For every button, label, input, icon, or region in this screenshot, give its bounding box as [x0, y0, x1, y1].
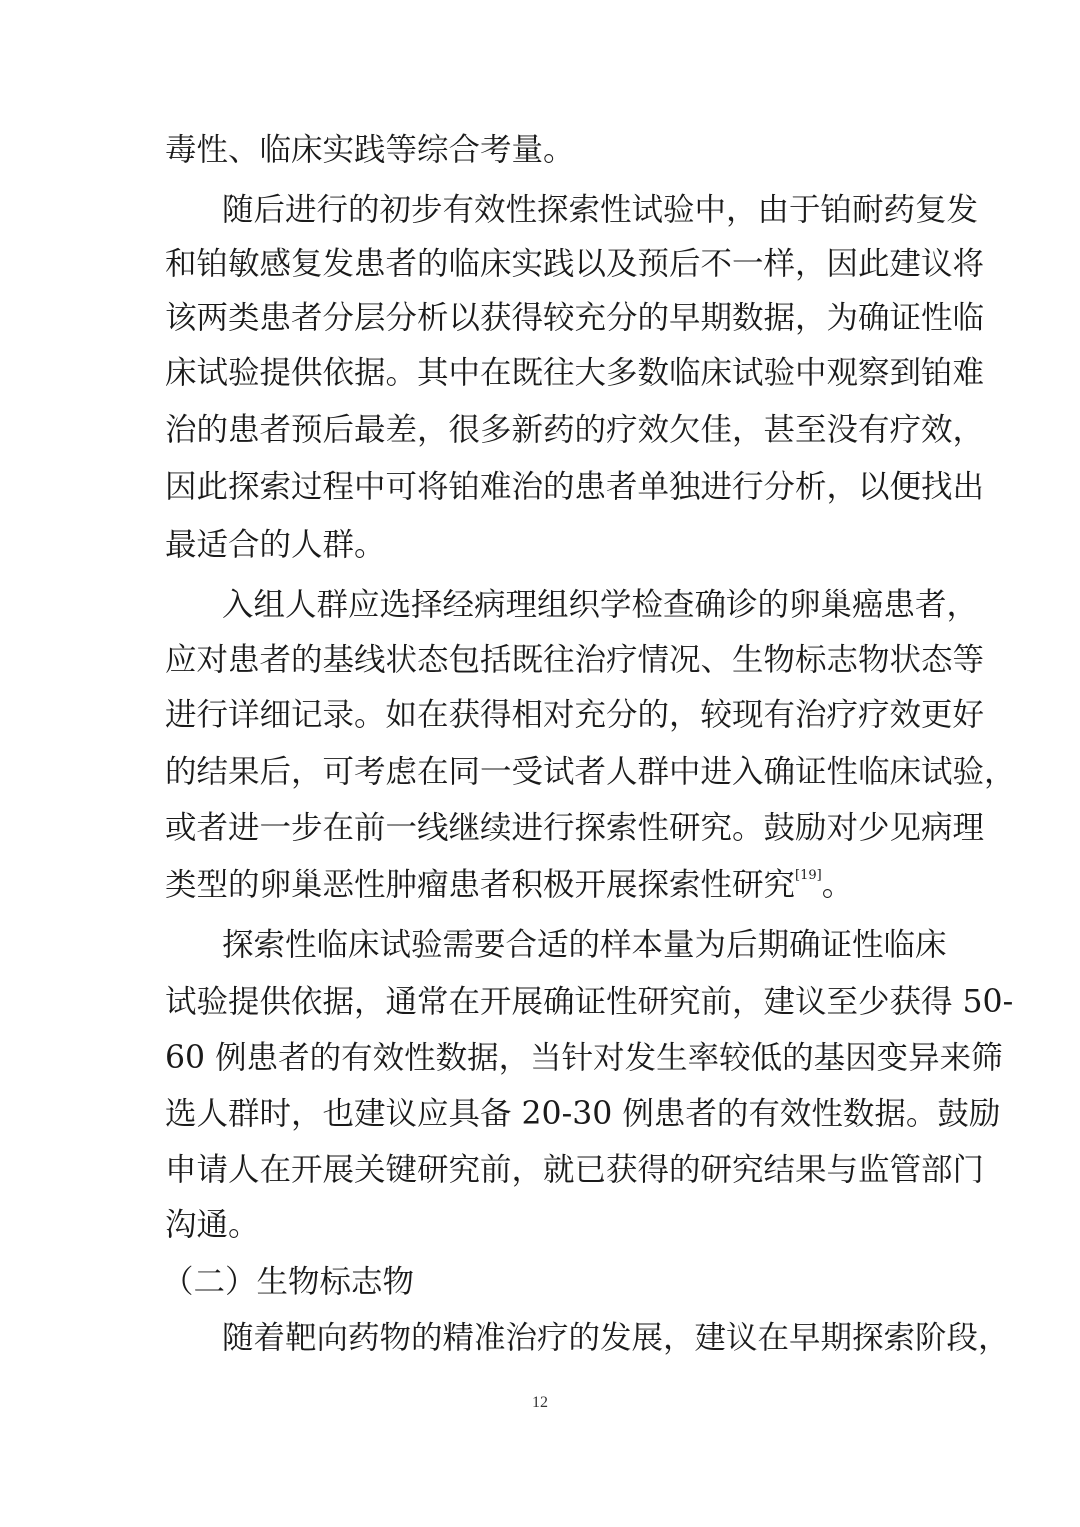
paragraph-3-line-1: 入组人群应选择经病理组织学检查确诊的卵巢癌患者， — [222, 587, 979, 623]
paragraph-4-line-6: 沟通。 — [165, 1207, 260, 1243]
paragraph-2-line-7: 最适合的人群。 — [165, 527, 386, 563]
paragraph-3-line-2: 应对患者的基线状态包括既往治疗情况、生物标志物状态等 — [165, 642, 985, 678]
paragraph-2-line-6: 因此探索过程中可将铂难治的患者单独进行分析，以便找出 — [165, 469, 985, 505]
page-number: 12 — [532, 1394, 548, 1411]
paragraph-2-line-5: 治的患者预后最差，很多新药的疗效欠佳，甚至没有疗效， — [165, 412, 985, 448]
paragraph-3-line-4: 的结果后，可考虑在同一受试者人群中进入确证性临床试验， — [165, 754, 1016, 790]
paragraph-3-line-3: 进行详细记录。如在获得相对充分的，较现有治疗疗效更好 — [165, 697, 985, 733]
paragraph-4-line-2: 试验提供依据，通常在开展确证性研究前，建议至少获得 50- — [165, 984, 1014, 1020]
paragraph-3-line-6 — [165, 865, 853, 905]
paragraph-3-line-5: 或者进一步在前一线继续进行探索性研究。鼓励对少见病理 — [165, 810, 985, 846]
section-heading: （二）生物标志物 — [162, 1264, 415, 1300]
paragraph-2-line-2: 和铂敏感复发患者的临床实践以及预后不一样，因此建议将 — [165, 246, 985, 282]
paragraph-3-line-6-end: 。 — [821, 867, 854, 903]
paragraph-4-line-4: 选人群时，也建议应具备 20-30 例患者的有效性数据。鼓励 — [165, 1096, 1001, 1132]
paragraph-2-line-1: 随后进行的初步有效性探索性试验中，由于铂耐药复发 — [222, 192, 979, 228]
paragraph-4-line-3: 60 例患者的有效性数据，当针对发生率较低的基因变异来筛 — [165, 1040, 1003, 1076]
paragraph-5-line-1: 随着靶向药物的精准治疗的发展，建议在早期探索阶段， — [222, 1320, 1010, 1356]
paragraph-2-line-4: 床试验提供依据。其中在既往大多数临床试验中观察到铂难 — [165, 355, 985, 391]
paragraph-4-line-5: 申请人在开展关键研究前，就已获得的研究结果与监管部门 — [165, 1152, 985, 1188]
citation-reference: [19] — [795, 868, 822, 883]
paragraph-1-line-1: 毒性、临床实践等综合考量。 — [165, 132, 575, 168]
paragraph-3-line-6-text: 类型的卵巢恶性肿瘤患者积极开展探索性研究 — [165, 867, 796, 903]
paragraph-4-line-1: 探索性临床试验需要合适的样本量为后期确证性临床 — [222, 927, 947, 963]
paragraph-2-line-3: 该两类患者分层分析以获得较充分的早期数据，为确证性临 — [165, 300, 985, 336]
